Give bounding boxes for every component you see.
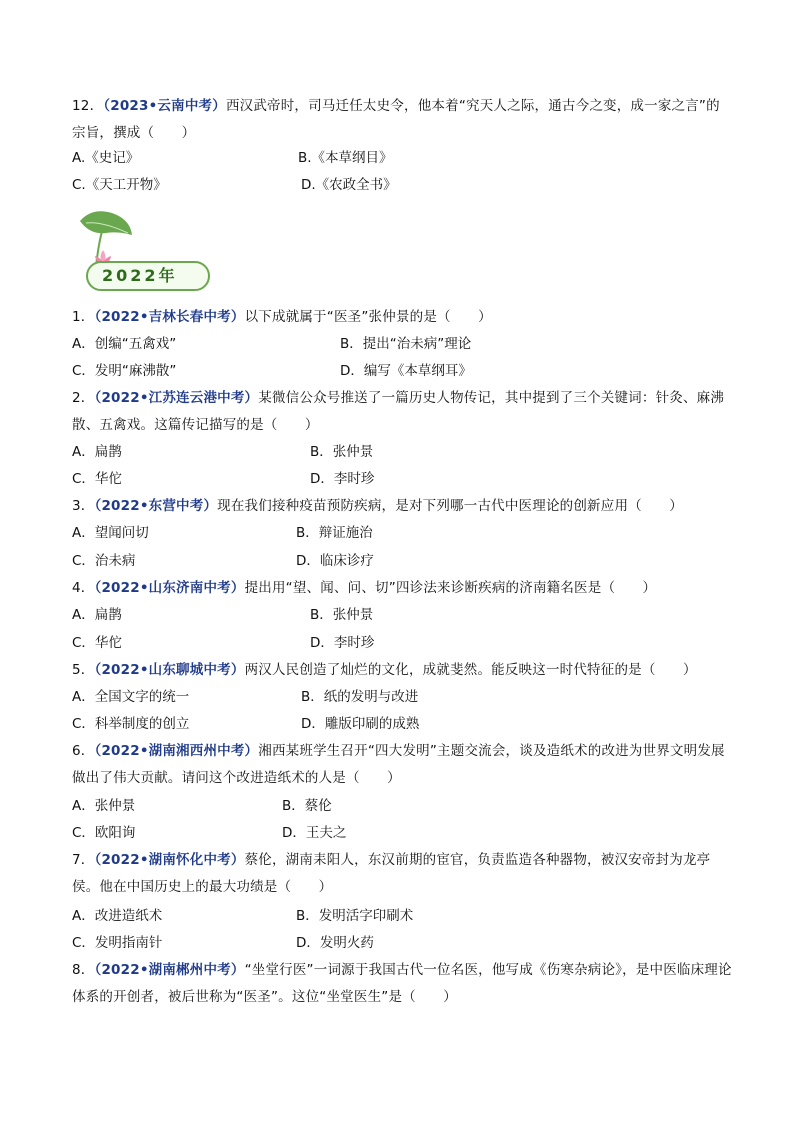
option-d: D．编写《本草纲耳》 <box>340 363 472 379</box>
question-source: （2022•湖南郴州中考） <box>94 962 245 978</box>
option-a: A．张仲景 <box>72 798 136 814</box>
question-number: 8． <box>72 962 95 978</box>
option-d: D．李时珍 <box>310 635 375 651</box>
question-number: 1． <box>72 309 95 325</box>
question-source: （2022•吉林长春中考） <box>94 309 245 325</box>
question-4 <box>72 575 732 602</box>
question-number: 3． <box>72 498 95 514</box>
option-c: C．治未病 <box>72 553 136 569</box>
question-source: （2023•云南中考） <box>103 98 226 114</box>
question-5 <box>72 657 732 684</box>
question-stem: 以下成就属于“医圣”张仲景的是（ ） <box>244 309 492 325</box>
option-d: D．临床诊疗 <box>296 553 374 569</box>
option-d: D.《农政全书》 <box>301 177 397 193</box>
question-12 <box>72 93 732 147</box>
option-c: C．发明指南针 <box>72 935 163 951</box>
question-1 <box>72 304 732 331</box>
option-c: C．华佗 <box>72 635 122 651</box>
option-a: A.《史记》 <box>72 150 140 166</box>
question-number: 5． <box>72 662 95 678</box>
option-c: C．科举制度的创立 <box>72 716 190 732</box>
option-b: B．张仲景 <box>310 444 374 460</box>
question-stem: 提出用“望、闻、问、切”四诊法来诊断疾病的济南籍名医是（ ） <box>244 580 657 596</box>
option-d: D．发明火药 <box>296 935 374 951</box>
option-c: C．发明“麻沸散” <box>72 363 177 379</box>
question-stem: 蔡伦，湖南耒阳人，东汉前期的宦官，负责监造各种器物，被汉安帝封为龙亭侯。他在中国历史上的最大功绩是（ ） <box>72 852 711 895</box>
option-b: B．蔡伦 <box>282 798 332 814</box>
option-b: B．辩证施治 <box>296 525 373 541</box>
option-b: B．提出“治未病”理论 <box>340 336 472 352</box>
question-source: （2022•山东济南中考） <box>94 580 245 596</box>
option-c: C.《天工开物》 <box>72 177 167 193</box>
question-number: 2． <box>72 390 95 406</box>
year-badge-label: 2022年 <box>102 266 178 285</box>
year-section-header <box>72 207 222 297</box>
option-a: A．改进造纸术 <box>72 908 163 924</box>
option-b: B．发明活字印刷术 <box>296 908 414 924</box>
question-8 <box>72 957 732 1011</box>
question-stem: 西汉武帝时，司马迁任太史令，他本着“究天人之际，通古今之变，成一家之言”的宗旨，撰成（ ） <box>72 98 720 141</box>
option-d: D．李时珍 <box>310 471 375 487</box>
option-d: D．王夫之 <box>282 825 347 841</box>
option-a: A．扁鹊 <box>72 444 122 460</box>
question-source: （2022•山东聊城中考） <box>94 662 245 678</box>
option-c: C．华佗 <box>72 471 122 487</box>
question-number: 12． <box>72 98 104 114</box>
question-source: （2022•湖南怀化中考） <box>94 852 245 868</box>
question-source: （2022•湖南湘西州中考） <box>94 743 259 759</box>
question-stem: 某微信公众号推送了一篇历史人物传记，其中提到了三个关键词：针灸、麻沸散、五禽戏。这篇传记描写的是（ ） <box>72 390 725 433</box>
option-b: B.《本草纲目》 <box>298 150 393 166</box>
question-number: 4． <box>72 580 95 596</box>
option-b: B．张仲景 <box>310 607 374 623</box>
option-d: D．雕版印刷的成熟 <box>301 716 420 732</box>
question-number: 7． <box>72 852 95 868</box>
option-c: C．欧阳询 <box>72 825 136 841</box>
question-2 <box>72 385 732 439</box>
option-a: A．扁鹊 <box>72 607 122 623</box>
question-7 <box>72 847 732 901</box>
option-a: A．创编“五禽戏” <box>72 336 177 352</box>
question-source: （2022•东营中考） <box>94 498 218 514</box>
question-stem: “坐堂行医”一词源于我国古代一位名医，他写成《伤寒杂病论》，是中医临床理论体系的开创者，被后世称为“医圣”。这位“坐堂医生”是（ ） <box>72 962 732 1005</box>
question-3 <box>72 493 732 520</box>
option-a: A．全国文字的统一 <box>72 689 190 705</box>
question-source: （2022•江苏连云港中考） <box>94 390 259 406</box>
question-stem: 湘西某班学生召开“四大发明”主题交流会，谈及造纸术的改进为世界文明发展做出了伟大贡献。请问这个改进造纸术的人是（ ） <box>72 743 725 786</box>
question-6 <box>72 738 732 792</box>
option-a: A．望闻问切 <box>72 525 149 541</box>
question-stem: 两汉人民创造了灿烂的文化，成就斐然。能反映这一时代特征的是（ ） <box>244 662 697 678</box>
option-b: B．纸的发明与改进 <box>301 689 419 705</box>
question-stem: 现在我们接种疫苗预防疾病，是对下列哪一古代中医理论的创新应用（ ） <box>217 498 683 514</box>
question-number: 6． <box>72 743 95 759</box>
